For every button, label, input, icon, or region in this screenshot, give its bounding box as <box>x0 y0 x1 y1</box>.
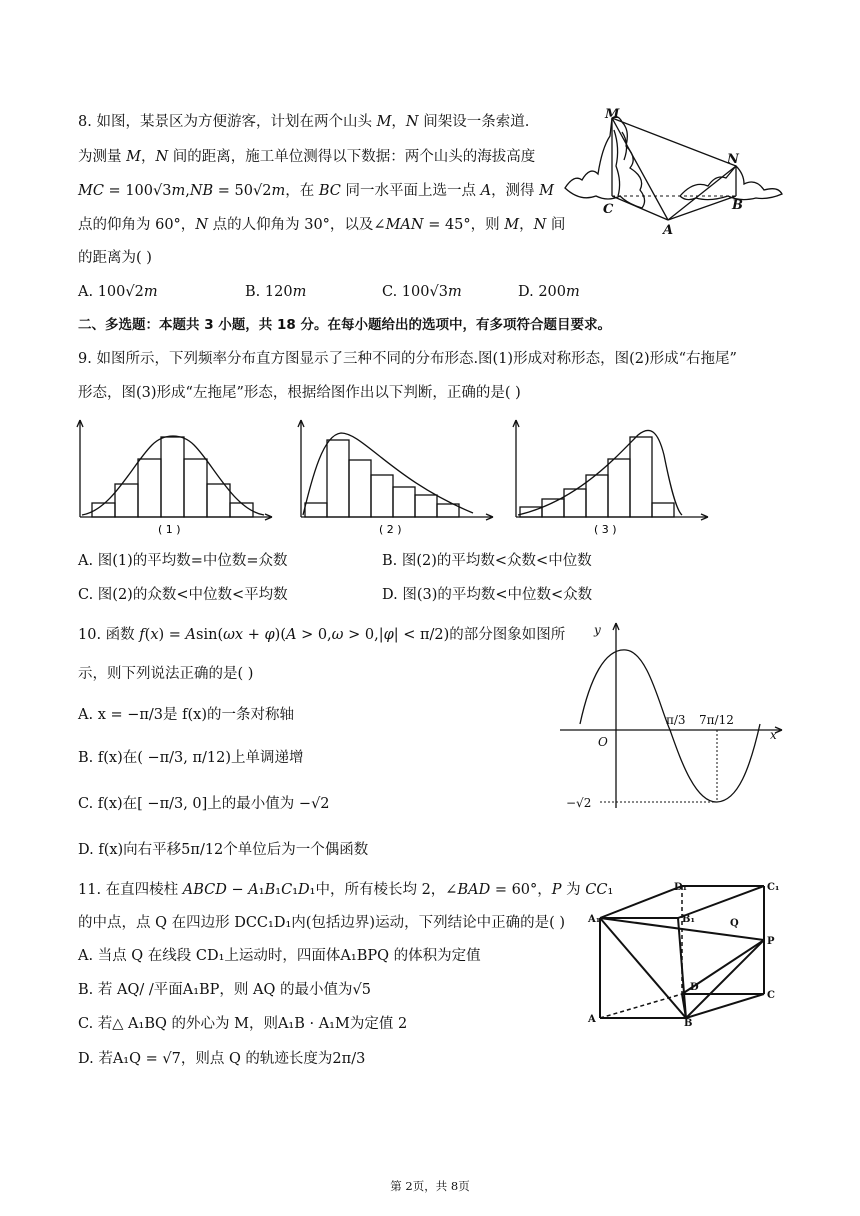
q11-option-a: A. 当点 Q 在线段 CD₁上运动时，四面体A₁BPQ 的体积为定值 <box>78 948 481 964</box>
q11-label-d: D <box>690 982 699 993</box>
q9-option-a: A. 图(1)的平均数=中位数=众数 <box>78 553 288 569</box>
q8-stem-line-3: MC = 100√3m,NB = 50√2m，在 BC 同一水平面上选一点 A，测得 M <box>78 183 555 199</box>
q11-label-c: C <box>767 990 775 1001</box>
q9-caption-1: ( 1 ) <box>158 523 181 536</box>
q8-label-c: C <box>603 202 614 217</box>
q9-stem-line-2: 形态，图(3)形成“左拖尾”形态，根据给图作出以下判断，正确的是( ) <box>78 385 521 401</box>
q9-caption-3: ( 3 ) <box>594 523 617 536</box>
q11-stem-line-2: 的中点，点 Q 在四边形 DCC₁D₁内(包括边界)运动，下列结论中正确的是( ) <box>78 915 566 931</box>
q8-option-b: B. 120m <box>245 284 307 300</box>
q8-option-a: A. 100√2m <box>78 284 158 300</box>
q8-stem-line-5: 的距离为( ) <box>78 250 152 266</box>
q11-option-d: D. 若A₁Q = √7，则点 Q 的轨迹长度为2π/3 <box>78 1051 366 1067</box>
q8-stem-line-4: 点的仰角为 60°，N 点的人仰角为 30°，以及∠MAN = 45°，则 M，N 间 <box>78 217 566 233</box>
q10-axis-x: x <box>770 728 777 742</box>
q11-prism-figure <box>586 878 786 1029</box>
q10-option-d: D. f(x)向右平移5π/12个单位后为一个偶函数 <box>78 842 369 858</box>
q9-histogram-2 <box>293 415 498 540</box>
q8-mountain-figure <box>560 108 785 238</box>
q11-option-c: C. 若△ A₁BQ 的外心为 M，则A₁B · A₁M为定值 2 <box>78 1016 408 1032</box>
section-2-heading: 二、多选题：本题共 3 小题，共 18 分。在每小题给出的选项中，有多项符合题目要求。 <box>78 317 611 333</box>
q10-axis-y: y <box>594 623 601 637</box>
q10-min-label: −√2 <box>566 796 592 810</box>
q11-option-b: B. 若 AQ/ /平面A₁BP，则 AQ 的最小值为√5 <box>78 982 371 998</box>
q11-label-c1: C₁ <box>767 882 780 893</box>
q8-stem-line-1: 8. 如图，某景区为方便游客，计划在两个山头 M，N 间架设一条索道. <box>78 114 530 130</box>
q10-sine-graph <box>560 618 790 816</box>
page-footer: 第 2页，共 8页 <box>390 1179 470 1193</box>
q10-tick-7pi12: 7π/12 <box>699 713 734 727</box>
q10-option-a: A. x = −π/3是 f(x)的一条对称轴 <box>78 707 294 723</box>
q9-option-d: D. 图(3)的平均数<中位数<众数 <box>382 587 593 603</box>
q10-origin: O <box>598 735 608 749</box>
q8-label-a: A <box>663 223 674 238</box>
q9-option-c: C. 图(2)的众数<中位数<平均数 <box>78 587 288 603</box>
q10-option-b: B. f(x)在( −π/3, π/12)上单调递增 <box>78 750 304 766</box>
q11-stem-line-1: 11. 在直四棱柱 ABCD − A₁B₁C₁D₁中，所有棱长均 2，∠BAD = 60°，P 为 CC₁ <box>78 882 614 898</box>
q10-option-c: C. f(x)在[ −π/3, 0]上的最小值为 −√2 <box>78 796 330 812</box>
q8-option-d: D. 200m <box>518 284 580 300</box>
q10-stem-line-1: 10. 函数 f(x) = Asin(ωx + φ)(A > 0,ω > 0,|φ| < π/2)的部分图象如图所 <box>78 627 566 643</box>
q8-label-n: N <box>727 152 739 167</box>
q10-stem-line-2: 示，则下列说法正确的是( ) <box>78 666 254 682</box>
q10-tick-pi3: π/3 <box>666 713 686 727</box>
q8-option-c: C. 100√3m <box>382 284 462 300</box>
q9-stem-line-1: 9. 如图所示，下列频率分布直方图显示了三种不同的分布形态.图(1)形成对称形态，图(2)形成“右拖尾” <box>78 351 737 367</box>
q11-label-a1: A₁ <box>588 914 601 925</box>
q9-histogram-3 <box>508 415 713 540</box>
q8-label-m: M <box>605 107 620 122</box>
q9-option-b: B. 图(2)的平均数<众数<中位数 <box>382 553 592 569</box>
q11-label-q: Q <box>730 918 739 929</box>
q9-histogram-1 <box>72 415 277 540</box>
q11-label-d1: D₁ <box>674 882 688 893</box>
q11-label-a: A <box>588 1014 596 1025</box>
q8-label-b: B <box>732 198 743 213</box>
q11-label-b: B <box>684 1018 693 1029</box>
q11-label-b1: B₁ <box>682 914 695 925</box>
q8-stem-line-2: 为测量 M，N 间的距离，施工单位测得以下数据：两个山头的海拔高度 <box>78 149 536 165</box>
q11-label-p: P <box>767 936 775 947</box>
q9-caption-2: ( 2 ) <box>379 523 402 536</box>
